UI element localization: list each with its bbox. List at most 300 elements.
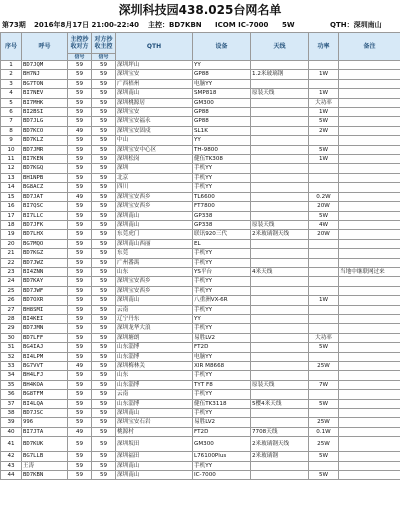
cell-rst-sent: 49 bbox=[68, 427, 92, 436]
cell-equipment: IC-7000 bbox=[193, 471, 251, 480]
cell-rst-rcvd: 59 bbox=[92, 249, 116, 258]
cell-callsign: BI7NEV bbox=[22, 89, 68, 98]
cell-seq: 16 bbox=[1, 202, 22, 211]
cell-power: 1W bbox=[309, 89, 339, 98]
cell-rst-sent: 59 bbox=[68, 343, 92, 352]
cell-callsign: BG8TFM bbox=[22, 390, 68, 399]
cell-remarks bbox=[339, 211, 400, 220]
cell-rst-rcvd: 59 bbox=[92, 452, 116, 461]
cell-rst-rcvd: 59 bbox=[92, 437, 116, 452]
cell-remarks bbox=[339, 192, 400, 201]
cell-equipment: 手机YY bbox=[193, 305, 251, 314]
table-row bbox=[1, 61, 400, 70]
cell-callsign: BD7KAY bbox=[22, 277, 68, 286]
cell-qth: 深圳福田 bbox=[116, 452, 193, 461]
table-body bbox=[1, 61, 400, 480]
cell-rst-rcvd: 59 bbox=[92, 61, 116, 70]
cell-callsign: BI7MHK bbox=[22, 98, 68, 107]
cell-callsign: BI2BSI bbox=[22, 108, 68, 117]
cell-equipment: 手机YY bbox=[193, 164, 251, 173]
cell-equipment: FT2D bbox=[193, 427, 251, 436]
cell-remarks bbox=[339, 371, 400, 380]
cell-antenna: 5樱4米天线 bbox=[251, 399, 309, 408]
cell-callsign: BD7KBN bbox=[22, 471, 68, 480]
cell-power: 5W bbox=[309, 452, 339, 461]
cell-rst-rcvd: 59 bbox=[92, 471, 116, 480]
cell-rst-rcvd: 59 bbox=[92, 305, 116, 314]
cell-seq: 22 bbox=[1, 258, 22, 267]
table-row bbox=[1, 437, 400, 452]
cell-power: 大功率 bbox=[309, 333, 339, 342]
cell-power bbox=[309, 324, 339, 333]
table-row bbox=[1, 98, 400, 107]
cell-callsign: BD7OXR bbox=[22, 296, 68, 305]
cell-rst-rcvd: 59 bbox=[92, 126, 116, 135]
cell-power: 5W bbox=[309, 471, 339, 480]
cell-qth: 山东淄博 bbox=[116, 352, 193, 361]
cell-equipment: 手机YY bbox=[193, 277, 251, 286]
cell-qth: 深圳梅林关 bbox=[116, 362, 193, 371]
cell-equipment: TL6600 bbox=[193, 192, 251, 201]
cell-rst-rcvd: 59 bbox=[92, 79, 116, 88]
cell-qth: 四川 bbox=[116, 183, 193, 192]
cell-remarks bbox=[339, 183, 400, 192]
cell-equipment: 电脑YY bbox=[193, 352, 251, 361]
cell-equipment: YS平台 bbox=[193, 267, 251, 276]
cell-rst-rcvd: 59 bbox=[92, 343, 116, 352]
cell-remarks bbox=[339, 427, 400, 436]
cell-seq: 36 bbox=[1, 390, 22, 399]
cell-callsign: BI4LQA bbox=[22, 399, 68, 408]
cell-rst-rcvd: 59 bbox=[92, 220, 116, 229]
cell-qth: 山东淄博 bbox=[116, 380, 193, 389]
cell-qth: 山东 bbox=[116, 371, 193, 380]
cell-power bbox=[309, 267, 339, 276]
cell-callsign: 王涛 bbox=[22, 461, 68, 470]
table-row bbox=[1, 277, 400, 286]
cell-remarks bbox=[339, 418, 400, 427]
cell-power bbox=[309, 409, 339, 418]
table-row bbox=[1, 155, 400, 164]
cell-power bbox=[309, 61, 339, 70]
cell-seq: 15 bbox=[1, 192, 22, 201]
cell-rst-sent: 59 bbox=[68, 461, 92, 470]
col-power: 功率 bbox=[309, 33, 339, 61]
table-row bbox=[1, 390, 400, 399]
cell-remarks bbox=[339, 305, 400, 314]
cell-antenna bbox=[251, 418, 309, 427]
cell-remarks bbox=[339, 409, 400, 418]
cell-callsign: BI4KEI bbox=[22, 314, 68, 323]
cell-seq: 1 bbox=[1, 61, 22, 70]
cell-remarks bbox=[339, 108, 400, 117]
cell-seq: 7 bbox=[1, 117, 22, 126]
cell-rst-rcvd: 59 bbox=[92, 390, 116, 399]
cell-antenna bbox=[251, 164, 309, 173]
table-row bbox=[1, 409, 400, 418]
cell-qth: 山东淄博 bbox=[116, 399, 193, 408]
cell-rst-rcvd: 59 bbox=[92, 352, 116, 361]
cell-rst-sent: 59 bbox=[68, 79, 92, 88]
cell-callsign: BH4KOA bbox=[22, 380, 68, 389]
cell-callsign: BD7JSC bbox=[22, 409, 68, 418]
cell-antenna bbox=[251, 108, 309, 117]
col-qth: QTH bbox=[116, 33, 193, 61]
cell-antenna bbox=[251, 324, 309, 333]
cell-seq: 31 bbox=[1, 343, 22, 352]
cell-remarks bbox=[339, 117, 400, 126]
cell-antenna bbox=[251, 202, 309, 211]
cell-seq: 35 bbox=[1, 380, 22, 389]
table-row bbox=[1, 202, 400, 211]
table-row bbox=[1, 220, 400, 229]
cell-qth: 东莞 bbox=[116, 249, 193, 258]
cell-remarks bbox=[339, 202, 400, 211]
cell-equipment: GM300 bbox=[193, 437, 251, 452]
cell-rst-rcvd: 59 bbox=[92, 192, 116, 201]
cell-rst-sent: 59 bbox=[68, 380, 92, 389]
cell-remarks bbox=[339, 399, 400, 408]
cell-remarks bbox=[339, 333, 400, 342]
table-row bbox=[1, 399, 400, 408]
cell-power: 0.2W bbox=[309, 192, 339, 201]
cell-power bbox=[309, 286, 339, 295]
cell-rst-sent: 49 bbox=[68, 192, 92, 201]
cell-antenna bbox=[251, 173, 309, 182]
cell-qth: 深圳宝安石岩 bbox=[116, 418, 193, 427]
cell-callsign: BH4LFJ bbox=[22, 371, 68, 380]
cell-antenna bbox=[251, 61, 309, 70]
cell-power bbox=[309, 371, 339, 380]
cell-power: 1W bbox=[309, 70, 339, 79]
cell-equipment: 手机YY bbox=[193, 258, 251, 267]
cell-rst-sent: 59 bbox=[68, 296, 92, 305]
cell-rst-sent: 59 bbox=[68, 108, 92, 117]
cell-callsign: BD7JAT bbox=[22, 192, 68, 201]
cell-power bbox=[309, 352, 339, 361]
cell-seq: 30 bbox=[1, 333, 22, 342]
col-rst-rcvd: 对方抄收主控 bbox=[92, 33, 116, 54]
cell-equipment: YY bbox=[193, 314, 251, 323]
cell-power: 5W bbox=[309, 145, 339, 154]
cell-rst-sent: 59 bbox=[68, 277, 92, 286]
table-row bbox=[1, 192, 400, 201]
cell-callsign: BD7KCO bbox=[22, 126, 68, 135]
cell-callsign: BD7LFF bbox=[22, 333, 68, 342]
cell-equipment: 手机YY bbox=[193, 286, 251, 295]
cell-rst-rcvd: 59 bbox=[92, 173, 116, 182]
cell-power bbox=[309, 136, 339, 145]
cell-remarks bbox=[339, 239, 400, 248]
cell-antenna bbox=[251, 371, 309, 380]
cell-antenna bbox=[251, 192, 309, 201]
cell-qth: 深圳南山 bbox=[116, 296, 193, 305]
cell-remarks bbox=[339, 352, 400, 361]
cell-power: 25W bbox=[309, 362, 339, 371]
cell-callsign: BD7KUK bbox=[22, 437, 68, 452]
cell-callsign: BI7QSC bbox=[22, 202, 68, 211]
cell-seq: 8 bbox=[1, 126, 22, 135]
cell-qth: 山东 bbox=[116, 267, 193, 276]
cell-seq: 18 bbox=[1, 220, 22, 229]
cell-antenna bbox=[251, 155, 309, 164]
cell-rst-sent: 59 bbox=[68, 286, 92, 295]
cell-callsign: BD7KLZ bbox=[22, 136, 68, 145]
cell-equipment: 八重洲VX-6R bbox=[193, 296, 251, 305]
cell-rst-rcvd: 59 bbox=[92, 89, 116, 98]
cell-qth: 深圳宝安固戍 bbox=[116, 126, 193, 135]
cell-remarks bbox=[339, 164, 400, 173]
cell-power bbox=[309, 314, 339, 323]
table-row bbox=[1, 333, 400, 342]
table-row bbox=[1, 267, 400, 276]
cell-power bbox=[309, 390, 339, 399]
cell-seq: 12 bbox=[1, 164, 22, 173]
cell-antenna bbox=[251, 305, 309, 314]
cell-rst-sent: 59 bbox=[68, 452, 92, 461]
cell-qth: 深圳南山 bbox=[116, 461, 193, 470]
cell-qth: 深圳坂田 bbox=[116, 437, 193, 452]
cell-equipment: 联讯920三代 bbox=[193, 230, 251, 239]
table-row bbox=[1, 183, 400, 192]
cell-remarks bbox=[339, 362, 400, 371]
cell-qth: 辽宁丹东 bbox=[116, 314, 193, 323]
cell-power: 4W bbox=[309, 220, 339, 229]
cell-seq: 20 bbox=[1, 239, 22, 248]
cell-callsign: BH8SMI bbox=[22, 305, 68, 314]
cell-callsign: BH1NPB bbox=[22, 173, 68, 182]
table-row bbox=[1, 286, 400, 295]
cell-equipment: GM300 bbox=[193, 98, 251, 107]
col-antenna: 天线 bbox=[251, 33, 309, 61]
cell-rst-rcvd: 59 bbox=[92, 202, 116, 211]
cell-equipment: YY bbox=[193, 136, 251, 145]
cell-power bbox=[309, 305, 339, 314]
cell-power: 1W bbox=[309, 108, 339, 117]
cell-rst-rcvd: 59 bbox=[92, 267, 116, 276]
cell-power bbox=[309, 277, 339, 286]
cell-remarks: 当地中继联网过来 bbox=[339, 267, 400, 276]
table-row bbox=[1, 70, 400, 79]
table-row bbox=[1, 461, 400, 470]
cell-remarks bbox=[339, 277, 400, 286]
cell-rst-sent: 59 bbox=[68, 409, 92, 418]
cell-remarks bbox=[339, 145, 400, 154]
cell-rst-rcvd: 59 bbox=[92, 418, 116, 427]
cell-remarks bbox=[339, 70, 400, 79]
cell-rst-sent: 59 bbox=[68, 89, 92, 98]
cell-equipment: FT2D bbox=[193, 343, 251, 352]
cell-equipment: 手机YY bbox=[193, 173, 251, 182]
cell-qth: 云南 bbox=[116, 305, 193, 314]
roster-table bbox=[0, 32, 400, 480]
cell-antenna bbox=[251, 211, 309, 220]
table-row bbox=[1, 173, 400, 182]
host-callsign: 主控：BD7KBN bbox=[148, 21, 202, 29]
cell-callsign: BD7JLG bbox=[22, 117, 68, 126]
cell-power: 2W bbox=[309, 126, 339, 135]
cell-callsign: BD7JMR bbox=[22, 145, 68, 154]
cell-antenna bbox=[251, 333, 309, 342]
cell-qth: 深圳坪山 bbox=[116, 61, 193, 70]
cell-qth: 深圳南山 bbox=[116, 220, 193, 229]
cell-seq: 28 bbox=[1, 314, 22, 323]
cell-power: 1W bbox=[309, 155, 339, 164]
cell-equipment: TYT F8 bbox=[193, 380, 251, 389]
col-rst-rcvd-sub: 信号 bbox=[92, 54, 116, 61]
cell-qth: 东莞虎门 bbox=[116, 230, 193, 239]
cell-remarks bbox=[339, 461, 400, 470]
cell-qth: 深圳宝安 bbox=[116, 108, 193, 117]
cell-remarks bbox=[339, 136, 400, 145]
cell-rst-sent: 59 bbox=[68, 117, 92, 126]
cell-seq: 38 bbox=[1, 409, 22, 418]
cell-rst-rcvd: 59 bbox=[92, 371, 116, 380]
cell-seq: 26 bbox=[1, 296, 22, 305]
cell-remarks bbox=[339, 155, 400, 164]
cell-equipment: FT7800 bbox=[193, 202, 251, 211]
cell-remarks bbox=[339, 380, 400, 389]
table-row bbox=[1, 343, 400, 352]
table-row bbox=[1, 211, 400, 220]
cell-seq: 37 bbox=[1, 399, 22, 408]
cell-equipment: 手机YY bbox=[193, 371, 251, 380]
col-seq: 序号 bbox=[1, 33, 22, 61]
cell-rst-sent: 59 bbox=[68, 145, 92, 154]
cell-callsign: BG8ACZ bbox=[22, 183, 68, 192]
cell-rst-rcvd: 59 bbox=[92, 409, 116, 418]
cell-rst-rcvd: 59 bbox=[92, 362, 116, 371]
cell-equipment: 易胜LV2 bbox=[193, 333, 251, 342]
cell-rst-sent: 59 bbox=[68, 399, 92, 408]
table-row bbox=[1, 230, 400, 239]
table-row bbox=[1, 89, 400, 98]
cell-equipment: 手机YY bbox=[193, 324, 251, 333]
cell-rst-rcvd: 59 bbox=[92, 117, 116, 126]
table-row bbox=[1, 418, 400, 427]
cell-rst-rcvd: 59 bbox=[92, 239, 116, 248]
cell-remarks bbox=[339, 296, 400, 305]
cell-qth: 山东淄博 bbox=[116, 343, 193, 352]
cell-seq: 11 bbox=[1, 155, 22, 164]
table-row bbox=[1, 296, 400, 305]
cell-callsign: BD7KGQ bbox=[22, 164, 68, 173]
cell-antenna bbox=[251, 314, 309, 323]
cell-callsign: 996 bbox=[22, 418, 68, 427]
cell-rst-sent: 59 bbox=[68, 471, 92, 480]
cell-remarks bbox=[339, 258, 400, 267]
table-row bbox=[1, 126, 400, 135]
cell-remarks bbox=[339, 230, 400, 239]
col-rst-sent: 主控抄收对方 bbox=[68, 33, 92, 54]
cell-antenna bbox=[251, 461, 309, 470]
cell-qth: 深圳龙华大浪 bbox=[116, 324, 193, 333]
cell-seq: 44 bbox=[1, 471, 22, 480]
cell-equipment: 易胜LV2 bbox=[193, 418, 251, 427]
cell-seq: 23 bbox=[1, 267, 22, 276]
cell-antenna: 2米玻璃钢 bbox=[251, 452, 309, 461]
cell-antenna: 原装天线 bbox=[251, 89, 309, 98]
cell-qth: 深圳宝安西乡 bbox=[116, 286, 193, 295]
cell-callsign: BI4LPM bbox=[22, 352, 68, 361]
cell-callsign: BG7VVT bbox=[22, 362, 68, 371]
cell-rst-sent: 59 bbox=[68, 390, 92, 399]
table-row bbox=[1, 471, 400, 480]
cell-power: 大功率 bbox=[309, 98, 339, 107]
cell-antenna bbox=[251, 258, 309, 267]
cell-rst-sent: 59 bbox=[68, 211, 92, 220]
cell-seq: 32 bbox=[1, 352, 22, 361]
cell-power bbox=[309, 258, 339, 267]
cell-rst-rcvd: 59 bbox=[92, 164, 116, 173]
cell-qth: 广州番禺 bbox=[116, 258, 193, 267]
cell-rst-rcvd: 59 bbox=[92, 183, 116, 192]
session-info-bar bbox=[0, 18, 400, 32]
cell-seq: 5 bbox=[1, 98, 22, 107]
cell-rst-rcvd: 59 bbox=[92, 155, 116, 164]
cell-antenna bbox=[251, 249, 309, 258]
cell-power: 20W bbox=[309, 230, 339, 239]
cell-antenna bbox=[251, 145, 309, 154]
cell-rst-rcvd: 59 bbox=[92, 314, 116, 323]
cell-equipment: XIR M8668 bbox=[193, 362, 251, 371]
cell-qth: 深圳桃源居 bbox=[116, 98, 193, 107]
table-row bbox=[1, 314, 400, 323]
cell-antenna bbox=[251, 409, 309, 418]
cell-seq: 43 bbox=[1, 461, 22, 470]
cell-power: 5W bbox=[309, 343, 339, 352]
cell-rst-sent: 59 bbox=[68, 220, 92, 229]
cell-remarks bbox=[339, 471, 400, 480]
cell-qth: 深圳塘朗 bbox=[116, 333, 193, 342]
cell-antenna bbox=[251, 239, 309, 248]
cell-rst-sent: 59 bbox=[68, 70, 92, 79]
cell-remarks bbox=[339, 126, 400, 135]
table-row bbox=[1, 427, 400, 436]
cell-callsign: BI7JTA bbox=[22, 427, 68, 436]
table-row bbox=[1, 136, 400, 145]
cell-seq: 29 bbox=[1, 324, 22, 333]
cell-qth: 深圳南山 bbox=[116, 471, 193, 480]
cell-seq: 42 bbox=[1, 452, 22, 461]
cell-rst-sent: 59 bbox=[68, 136, 92, 145]
cell-rst-rcvd: 59 bbox=[92, 98, 116, 107]
cell-antenna: 原装天线 bbox=[251, 220, 309, 229]
cell-remarks bbox=[339, 314, 400, 323]
cell-seq: 9 bbox=[1, 136, 22, 145]
cell-callsign: BI7KEN bbox=[22, 155, 68, 164]
cell-antenna bbox=[251, 362, 309, 371]
cell-power: 25W bbox=[309, 437, 339, 452]
cell-antenna bbox=[251, 471, 309, 480]
cell-callsign: BI4ZNN bbox=[22, 267, 68, 276]
cell-power: 5W bbox=[309, 399, 339, 408]
table-row bbox=[1, 258, 400, 267]
cell-rst-sent: 59 bbox=[68, 61, 92, 70]
cell-qth: 广西梧州 bbox=[116, 79, 193, 88]
cell-seq: 25 bbox=[1, 286, 22, 295]
cell-qth: 云南 bbox=[116, 390, 193, 399]
table-row bbox=[1, 117, 400, 126]
table-row bbox=[1, 371, 400, 380]
cell-rst-sent: 59 bbox=[68, 258, 92, 267]
cell-callsign: BD7JQM bbox=[22, 61, 68, 70]
cell-callsign: BH7NJ bbox=[22, 70, 68, 79]
cell-rst-rcvd: 59 bbox=[92, 427, 116, 436]
cell-rst-rcvd: 59 bbox=[92, 277, 116, 286]
cell-power bbox=[309, 79, 339, 88]
cell-callsign: BD7JMN bbox=[22, 324, 68, 333]
